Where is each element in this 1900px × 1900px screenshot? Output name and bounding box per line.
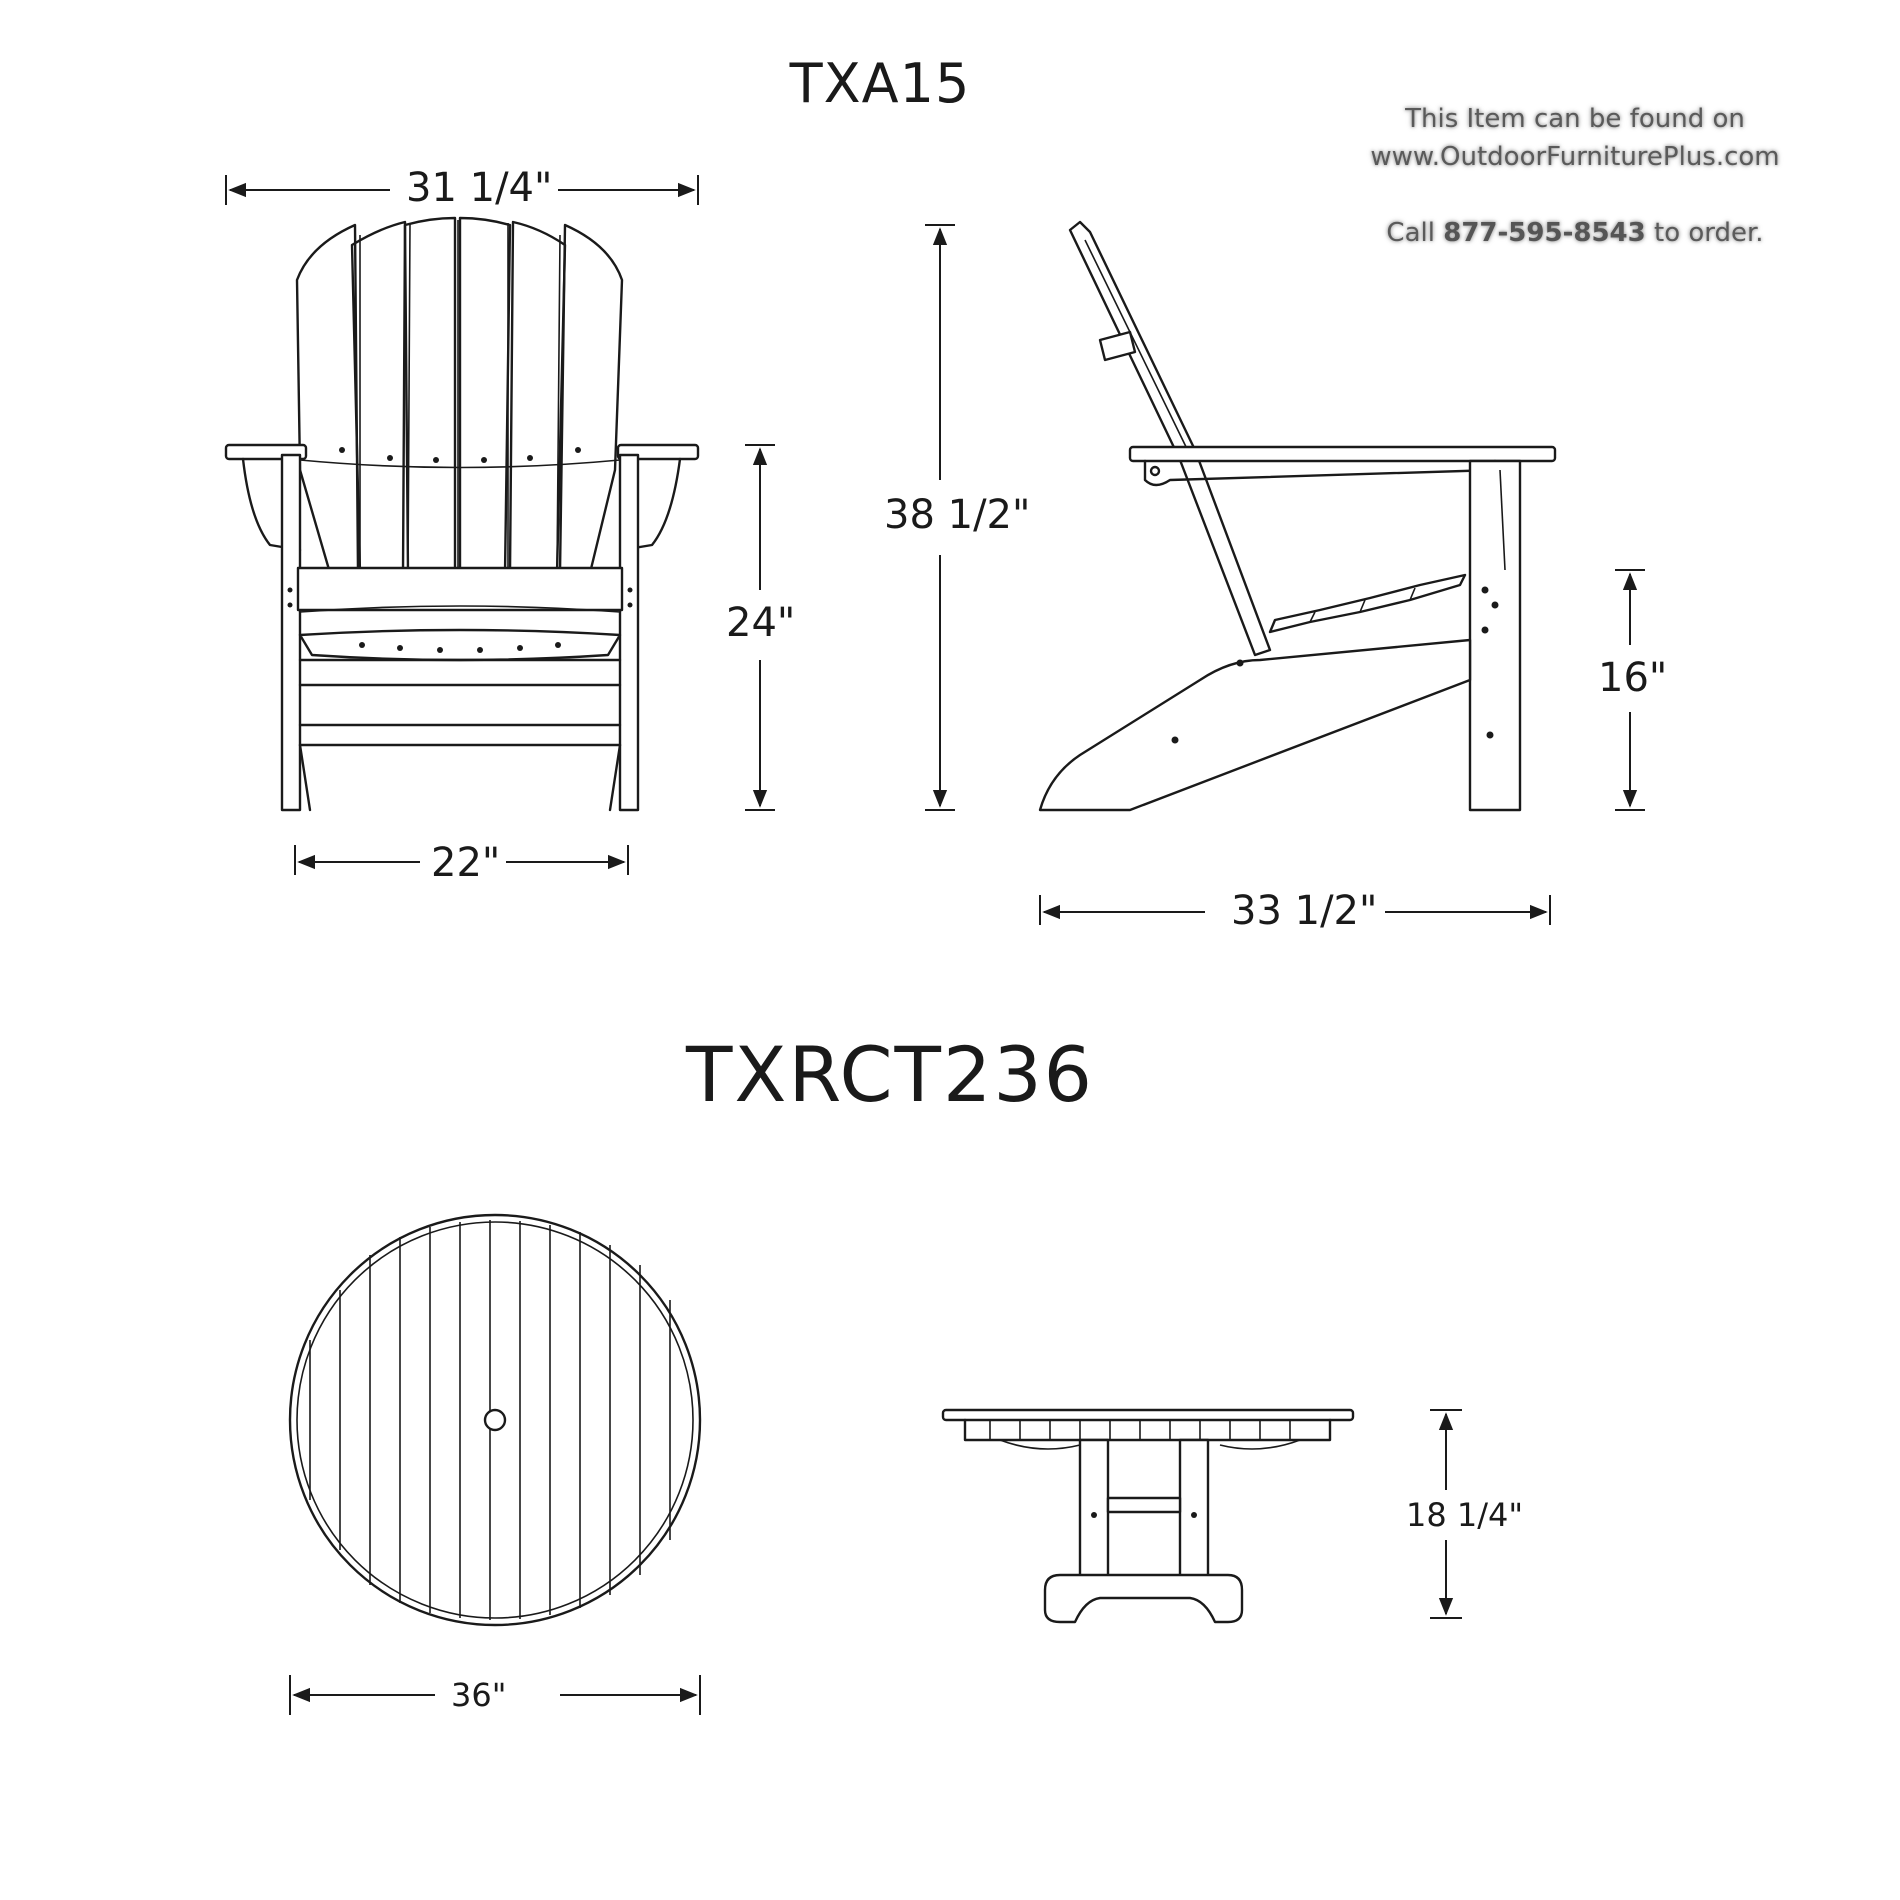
promo-phone[interactable]: 877-595-8543 — [1443, 218, 1646, 248]
chair-seat-width-label: 22" — [425, 840, 506, 886]
chair-height-label: 38 1/2" — [878, 492, 1036, 538]
promo-line-1: This Item can be found on — [1405, 104, 1745, 134]
chair-seat-height-label: 16" — [1592, 655, 1673, 701]
chair-arm-height-label: 24" — [720, 600, 801, 646]
chair-model-title: TXA15 — [789, 52, 971, 115]
table-diameter-label: 36" — [445, 1676, 512, 1714]
chair-depth-label: 33 1/2" — [1225, 888, 1383, 934]
chair-width-label: 31 1/4" — [400, 165, 558, 211]
chair-front-view — [226, 218, 698, 810]
chair-side-view — [1040, 222, 1555, 810]
promo-url[interactable]: www.OutdoorFurniturePlus.com — [1370, 142, 1780, 172]
promo-call-line: Call 877-595-8543 to order. — [1386, 218, 1764, 248]
table-top-view — [290, 1215, 700, 1625]
table-model-title: TXRCT236 — [685, 1030, 1095, 1119]
table-height-label: 18 1/4" — [1400, 1496, 1529, 1534]
table-side-view — [943, 1410, 1353, 1622]
